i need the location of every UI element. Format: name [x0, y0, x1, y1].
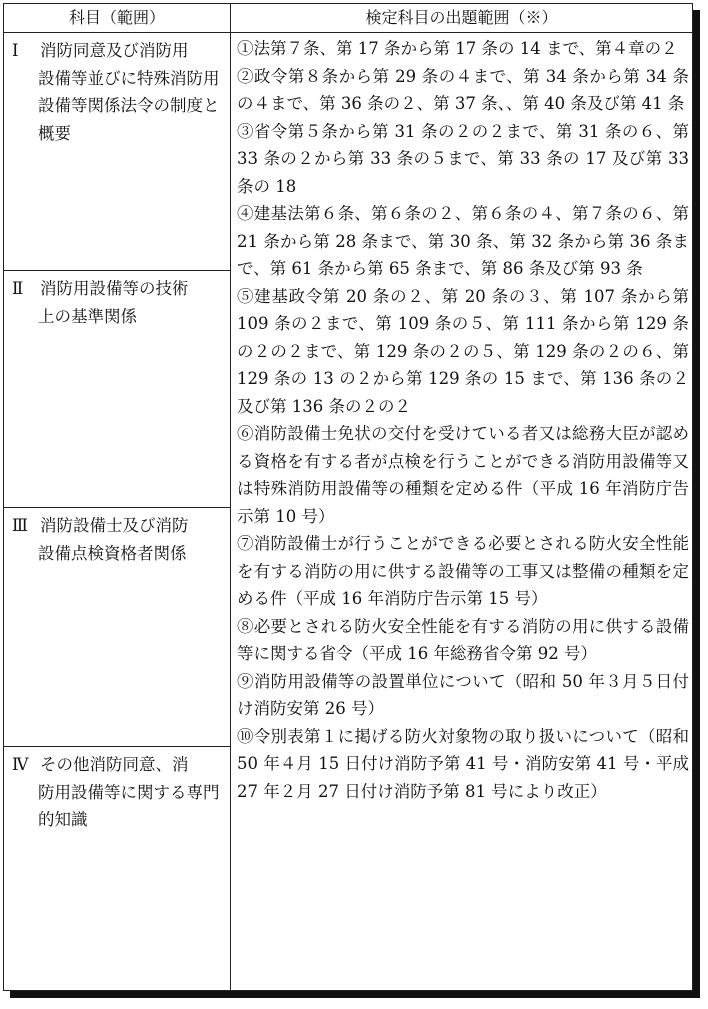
- subject-rest: 設備点検資格者関係: [38, 543, 187, 563]
- subject-numeral: Ⅳ: [12, 755, 29, 774]
- subject-numeral: Ⅰ: [12, 41, 19, 60]
- column-divider: [230, 4, 231, 990]
- subject-row-2: [4, 271, 230, 330]
- header-subject: 科目（範囲）: [68, 8, 165, 27]
- table-header: [4, 4, 692, 33]
- subject-numeral: Ⅱ: [12, 279, 24, 298]
- subject-row-4: [4, 747, 230, 834]
- subject-numeral: Ⅲ: [12, 516, 28, 535]
- subject-row-1: [4, 33, 230, 147]
- scope-table: [3, 3, 693, 991]
- subject-first-line: 消防同意及び消防用: [40, 41, 189, 60]
- scope-item-2: ②政令第８条から第 29 条の４まで、第 34 条から第 34 条の４まで、第 36 条の２、第 37 条、、第 40 条及び第 41 条: [237, 66, 689, 113]
- subject-rest: 上の基準関係: [38, 306, 137, 326]
- scope-item-6: ⑥消防設備士免状の交付を受けている者又は総務大臣が認める資格を有する者が点検を行うことができる消防用設備等又は特殊消防用設備等の種類を定める件（平成 16 年消防庁告示第 10 号）: [237, 424, 689, 526]
- header-scope: 検定科目の出題範囲（※）: [365, 8, 558, 27]
- scope-item-3: ③省令第５条から第 31 条の２の２まで、第 31 条の６、第 33 条の２から第 33 条の５まで、第 33 条の 17 及び第 33 条の 18: [237, 121, 689, 196]
- subject-row-3: [4, 508, 230, 567]
- subject-first-line: その他消防同意、消: [40, 755, 189, 774]
- scope-item-1: ①法第７条、第 17 条から第 17 条の 14 まで、第４章の２: [237, 39, 678, 58]
- scope-item-5: ⑤建基政令第 20 条の２、第 20 条の３、第 107 条から第 109 条の２まで、第 109 条の５、第 111 条から第 129 条の２の２まで、第 129 条の２の５、第 129 条の２の６、第 129 条の 13 の２から第 129 条の 15 まで、第 136 条の２及び第 136 条の２の２: [237, 286, 689, 416]
- subject-rest: 防用設備等に関する専門的知識: [38, 782, 220, 829]
- scope-item-7: ⑦消防設備士が行うことができる必要とされる防火安全性能を有する消防の用に供する設備等の工事又は整備の種類を定める件（平成 16 年消防庁告示第 15 号）: [237, 534, 689, 608]
- subject-first-line: 消防用設備等の技術: [40, 279, 189, 298]
- scope-item-9: ⑨消防用設備等の設置単位について（昭和 50 年３月５日付け消防安第 26 号）: [237, 671, 689, 718]
- scope-list: [237, 35, 689, 805]
- scope-item-8: ⑧必要とされる防火安全性能を有する消防の用に供する設備等に関する省令（平成 16 年総務省令第 92 号）: [237, 616, 689, 663]
- subject-rest: 設備等並びに特殊消防用設備等関係法令の制度と概要: [38, 68, 220, 143]
- scope-item-4: ④建基法第６条、第６条の２、第６条の４、第７条の６、第 21 条から第 28 条まで、第 30 条、第 32 条から第 36 条まで、第 61 条から第 65 条まで、第 86 条及び第 93 条: [237, 204, 689, 278]
- subject-first-line: 消防設備士及び消防: [40, 516, 189, 535]
- scope-item-10: ⑩令別表第１に掲げる防火対象物の取り扱いについて（昭和 50 年４月 15 日付け消防予第 41 号・消防安第 41 号・平成 27 年２月 27 日付け消防予第 81 号により改正）: [237, 726, 689, 801]
